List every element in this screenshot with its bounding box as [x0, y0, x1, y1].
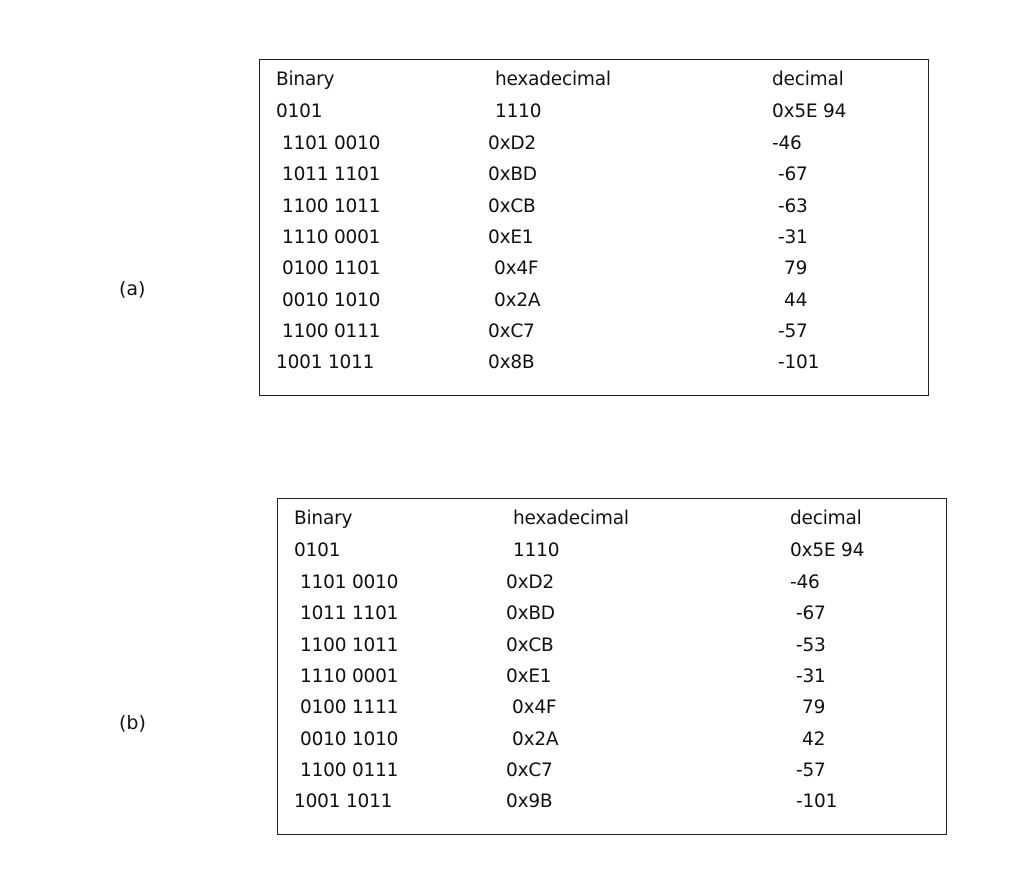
binary-cell: 1001 1011 [276, 352, 375, 373]
table-row [278, 634, 946, 658]
table-row [260, 351, 928, 375]
decimal-cell: -63 [778, 196, 808, 217]
binary-cell: 1011 1101 [282, 164, 381, 185]
table-row [260, 320, 928, 344]
table-row [278, 665, 946, 689]
binary-cell: 0010 1010 [300, 729, 399, 750]
hexadecimal-cell: 0xBD [488, 164, 537, 185]
header-hexadecimal: hexadecimal [495, 69, 611, 90]
decimal-cell: 79 [784, 258, 808, 279]
table-row [260, 226, 928, 250]
binary-cell: 0010 1010 [282, 290, 381, 311]
table-row [278, 696, 946, 720]
decimal-cell: -46 [772, 133, 802, 154]
table-row [260, 163, 928, 187]
hexadecimal-cell: 0xE1 [488, 227, 534, 248]
hexadecimal-cell: 0xC7 [488, 321, 535, 342]
decimal-cell: -101 [796, 791, 838, 812]
hexadecimal-cell: 0xCB [488, 196, 536, 217]
decimal-cell: -57 [778, 321, 808, 342]
hexadecimal-cell: 0xD2 [488, 133, 536, 154]
table-row [278, 759, 946, 783]
table-header [278, 507, 946, 531]
decimal-cell: -53 [796, 635, 826, 656]
hexadecimal-cell: 0x8B [488, 352, 535, 373]
decimal-cell: -101 [778, 352, 820, 373]
header-binary: Binary [276, 69, 335, 90]
decimal-cell: -46 [790, 572, 820, 593]
table-row [278, 571, 946, 595]
table-row [260, 132, 928, 156]
panel-label-b: (b) [119, 712, 146, 734]
binary-cell: 1001 1011 [294, 791, 393, 812]
header-decimal: decimal [772, 69, 844, 90]
decimal-cell: 42 [802, 729, 826, 750]
hexadecimal-cell: 0xE1 [506, 666, 552, 687]
hexadecimal-cell: 0x2A [512, 729, 559, 750]
binary-cell: 0100 1101 [282, 258, 381, 279]
decimal-cell: 0x5E 94 [790, 540, 865, 561]
hexadecimal-cell: 0x4F [494, 258, 539, 279]
hexadecimal-cell: 1110 [495, 101, 542, 122]
table-header [260, 68, 928, 92]
decimal-cell: -31 [796, 666, 826, 687]
binary-cell: 0101 [294, 540, 341, 561]
table-row [260, 257, 928, 281]
hexadecimal-cell: 0xC7 [506, 760, 553, 781]
panel-label-a: (a) [119, 278, 146, 300]
hexadecimal-cell: 0xBD [506, 603, 555, 624]
binary-cell: 1110 0001 [282, 227, 381, 248]
table-row [278, 790, 946, 814]
decimal-cell: 0x5E 94 [772, 101, 847, 122]
binary-cell: 1101 0010 [300, 572, 399, 593]
binary-cell: 1100 0111 [282, 321, 381, 342]
binary-cell: 1100 1011 [282, 196, 381, 217]
table-row [278, 539, 946, 563]
table-row [278, 728, 946, 752]
decimal-cell: -67 [796, 603, 826, 624]
table-row [260, 100, 928, 124]
header-hexadecimal: hexadecimal [513, 508, 629, 529]
binary-cell: 1100 1011 [300, 635, 399, 656]
hexadecimal-cell: 0x4F [512, 697, 557, 718]
decimal-cell: 44 [784, 290, 808, 311]
decimal-cell: -31 [778, 227, 808, 248]
decimal-cell: -57 [796, 760, 826, 781]
table-row [260, 289, 928, 313]
hexadecimal-cell: 0x2A [494, 290, 541, 311]
binary-cell: 1101 0010 [282, 133, 381, 154]
decimal-cell: -67 [778, 164, 808, 185]
table-row [260, 195, 928, 219]
table-row [278, 602, 946, 626]
binary-cell: 1100 0111 [300, 760, 399, 781]
hexadecimal-cell: 0x9B [506, 791, 553, 812]
conversion-table-b [277, 498, 947, 835]
header-binary: Binary [294, 508, 353, 529]
binary-cell: 0101 [276, 101, 323, 122]
binary-cell: 1011 1101 [300, 603, 399, 624]
hexadecimal-cell: 1110 [513, 540, 560, 561]
hexadecimal-cell: 0xCB [506, 635, 554, 656]
header-decimal: decimal [790, 508, 862, 529]
binary-cell: 1110 0001 [300, 666, 399, 687]
hexadecimal-cell: 0xD2 [506, 572, 554, 593]
conversion-table-a [259, 59, 929, 396]
binary-cell: 0100 1111 [300, 697, 399, 718]
decimal-cell: 79 [802, 697, 826, 718]
